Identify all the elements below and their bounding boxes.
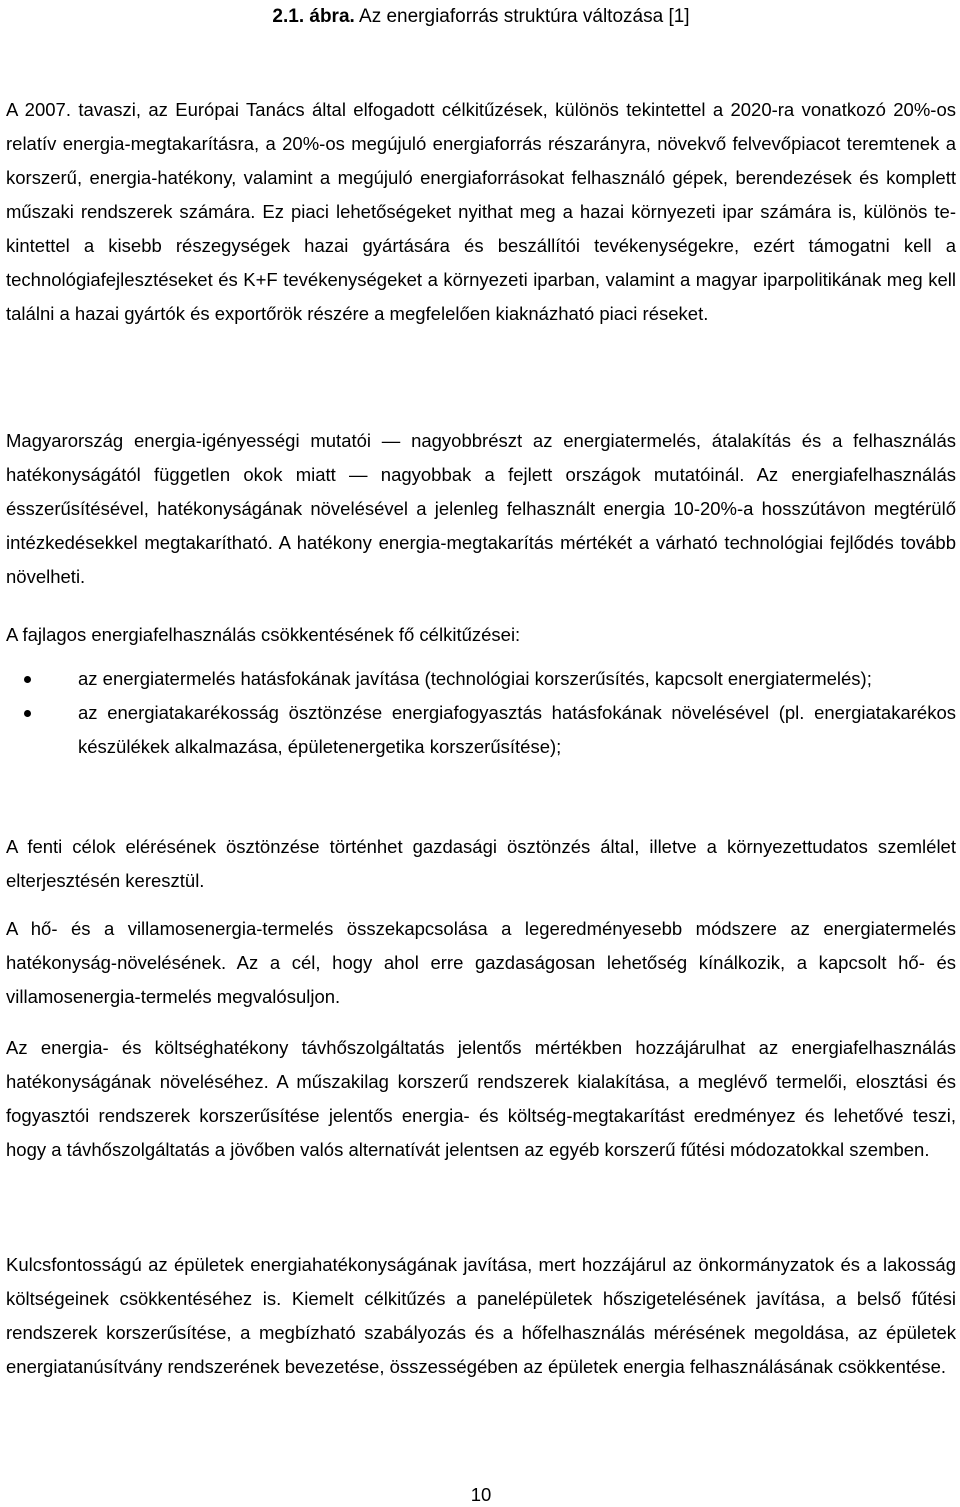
paragraph-buildings: Kulcsfontosságú az épületek energiahatékonyságának javítása, mert hozzájárul az önkormányzatok és a lakosság költségeinek csökkentéséhez is. Kiemelt célkitűzés a panelépületek hőszigetelésének javítása, a belső fűtési rendszerek korszerűsítése, a megbízható szabályozás és a hőfelhasználás mérésének megoldása, az épületek energiatanúsítvány rendszerének bevezetése, összességében az épületek energia felhasználásának csökkentése. [6,1254,956,1377]
goals-list-item-text: az energiatakarékosság ösztönzése energiafogyasztás hatásfokának növelésével (pl. energiatakarékos készülékek alkalmazása, épületenergetika korszerűsítése); [78,702,956,757]
paragraph-cogeneration: A hő- és a villamosenergia-termelés összekapcsolása a legeredményesebb módszere az energiatermelés hatékonyság-növelésének. Az a cél, hogy ahol erre gazdaságosan lehetőség kínálkozik, a kapcsolt hő- és villamosenergia-termelés megvalósuljon. [6,918,956,1007]
paragraph-eu-targets: A 2007. tavaszi, az Európai Tanács által elfogadott célkitűzések, különös tekintettel a 2020-ra vonatkozó 20%-os relatív energia-megtakarításra, a 20%-os megújuló energiaforrás részarányra, növekvő felvevőpiacot teremtenek a korszerű, energia-hatékony, valamint a megújuló energiaforrásokat felhasználó gépek, berendezések és komplett műszaki rendszerek számára. Ez piaci lehetőségeket nyithat meg a hazai környezeti ipar számára is, különös tekintettel a kisebb részegységek hazai gyártására és beszállítói tevékenységekre, ezért támogatni kell a technológiafejlesztéseket és K+F tevékenységeket a környezeti iparban, valamint a magyar iparpolitikának meg kell találni a hazai gyártók és exportőrök részére a megfelelően kiaknázható piaci réseket. [6,99,956,324]
goals-list [6,662,956,764]
paragraph-goals-intro: A fajlagos energiafelhasználás csökkentésének fő célkitűzései: [6,624,521,645]
paragraph-incentives: A fenti célok elérésének ösztönzése történhet gazdasági ösztönzés által, illetve a környezettudatos szemlélet elterjesztésén keresztül. [6,836,956,891]
paragraph-energy-intensity: Magyarország energia-igényességi mutatói — nagyobbrészt az energiatermelés, átalakítás és a felhasználás hatékonyságától független okok miatt — nagyobbak a fejlett országok mutatóinál. Az energiafelhasználás ésszerűsítésével, hatékonyságának növelésével a jelenleg felhasznált energia 10-20%-a hosszútávon megtérülő intézkedésekkel megtakarítható. A hatékony energia-megtakarítás mértékét a várható technológiai fejlődés tovább növelheti. [6,430,956,587]
page-number: 10 [470,1484,492,1505]
bullet-icon [24,710,31,717]
figure-caption-text: Az energiaforrás struktúra változása [1] [354,6,690,27]
figure-caption [6,5,956,29]
paragraph-district-heating: Az energia- és költséghatékony távhőszolgáltatás jelentős mértékben hozzájárulhat az energiafelhasználás hatékonyságának növeléséhez. A műszakilag korszerű rendszerek kialakítása, a meglévő termelői, elosztási és fogyasztói rendszerek korszerűsítése jelentős energia- és költség-megtakarítást eredményez és lehetővé teszi, hogy a távhőszolgáltatás a jövőben valós alternatívát jelentsen az egyéb korszerű fűtési módozatokkal szemben. [6,1037,956,1160]
goals-list-item [6,662,956,696]
goals-list-item-text: az energiatermelés hatásfokának javítása (technológiai korszerűsítés, kapcsolt energiatermelés); [78,668,872,689]
goals-list-item [6,696,956,764]
figure-caption-label: 2.1. ábra. [272,6,355,27]
bullet-icon [24,676,31,683]
